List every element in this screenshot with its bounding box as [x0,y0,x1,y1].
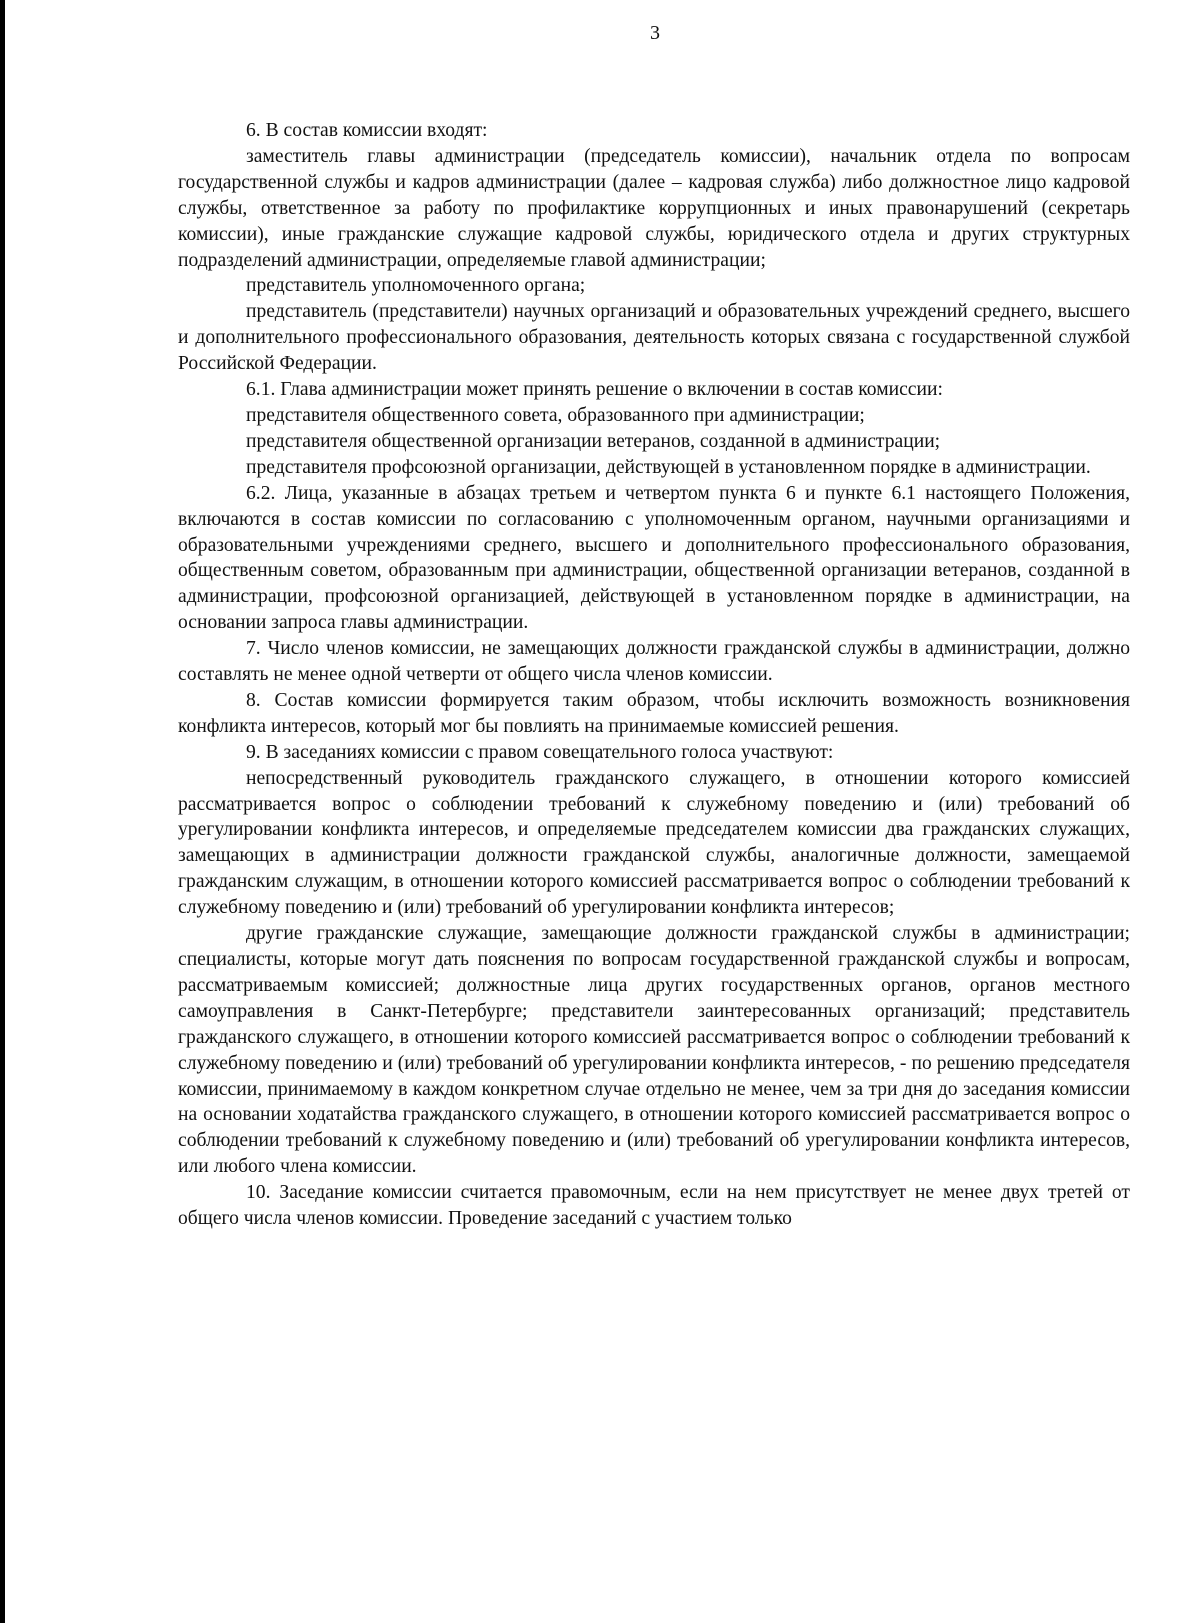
page-number: 3 [650,22,660,44]
paragraph-9-others: другие гражданские служащие, замещающие должности гражданской службы в администрации; специалисты, которые могут дать пояснения по вопросам государственной гражданской службы и вопросам, рассматриваемым комиссией; должностные лица других государственных органов, органов местного самоуправления в Санкт-Петербурге; представители заинтересованных организаций; представитель гражданского служащего, в отношении которого комиссией рассматривается вопрос о соблюдении требований к служебному поведению и (или) требований об урегулировании конфликта интересов, - по решению председателя комиссии, принимаемому в каждом конкретном случае отдельно не менее, чем за три дня до заседания комиссии на основании ходатайства гражданского служащего, в отношении которого комиссией рассматривается вопрос о соблюдении требований к служебному поведению и (или) требований об урегулировании конфликта интересов, или любого члена комиссии. [178,923,1130,1178]
paragraph-6-1-public-council: представителя общественного совета, образованного при администрации; [246,404,865,426]
paragraph-6-1-trade-union: представителя профсоюзной организации, действующей в установленном порядке в администрации. [246,456,1091,478]
paragraph-6-members: заместитель главы администрации (председатель комиссии), начальник отдела по вопросам государственной службы и кадров администрации (далее – кадровая служба) либо должностное лицо кадровой службы, ответственное за работу по профилактике коррупционных и иных правонарушений (секретарь комиссии), иные гражданские служащие кадровой службы, юридического отдела и других структурных подразделений администрации, определяемые главой администрации; [178,145,1130,271]
paragraph-7: 7. Число членов комиссии, не замещающих должности гражданской службы в администрации, должно составлять не менее одной четверти от общего числа членов комиссии. [178,638,1130,686]
paragraph-6-1-veterans: представителя общественной организации ветеранов, созданной в администрации; [246,430,941,452]
paragraph-6-scientific-reps: представитель (представители) научных организаций и образовательных учреждений среднего, высшего и дополнительного профессионального образования, деятельность которых связана с государственной службой Российской Федерации. [178,301,1130,375]
paragraph-10: 10. Заседание комиссии считается правомочным, если на нем присутствует не менее двух третей от общего числа членов комиссии. Проведение заседаний с участием только [178,1182,1130,1230]
scan-edge-line [0,0,5,1623]
paragraph-9-supervisor: непосредственный руководитель гражданского служащего, в отношении которого комиссией рассматривается вопрос о соблюдении требований к служебному поведению и (или) требований об урегулировании конфликта интересов, и определяемые председателем комиссии два гражданских служащих, замещающих в администрации должности гражданской службы, аналогичные должности, замещаемой гражданским служащим, в отношении которого комиссией рассматривается вопрос о соблюдении требований к служебному поведению и (или) требований об урегулировании конфликта интересов; [178,767,1130,919]
document-body [178,118,1130,1232]
paragraph-6-2: 6.2. Лица, указанные в абзацах третьем и четвертом пункта 6 и пункте 6.1 настоящего Положения, включаются в состав комиссии по согласованию с уполномоченным органом, научными организациями и образовательными учреждениями среднего, высшего и дополнительного профессионального образования, общественным советом, образованным при администрации, общественной организации ветеранов, созданной в администрации, профсоюзной организацией, действующей в установленном порядке в администрации, на основании запроса главы администрации. [178,482,1130,634]
paragraph-6-authorized-body: представитель уполномоченного органа; [246,275,586,297]
paragraph-8: 8. Состав комиссии формируется таким образом, чтобы исключить возможность возникновения конфликта интересов, который мог бы повлиять на принимаемые комиссией решения. [178,689,1130,737]
paragraph-6: 6. В состав комиссии входят: [246,120,488,141]
paragraph-6-1: 6.1. Глава администрации может принять решение о включении в состав комиссии: [246,379,943,401]
paragraph-9: 9. В заседаниях комиссии с правом совещательного голоса участвуют: [246,741,834,763]
